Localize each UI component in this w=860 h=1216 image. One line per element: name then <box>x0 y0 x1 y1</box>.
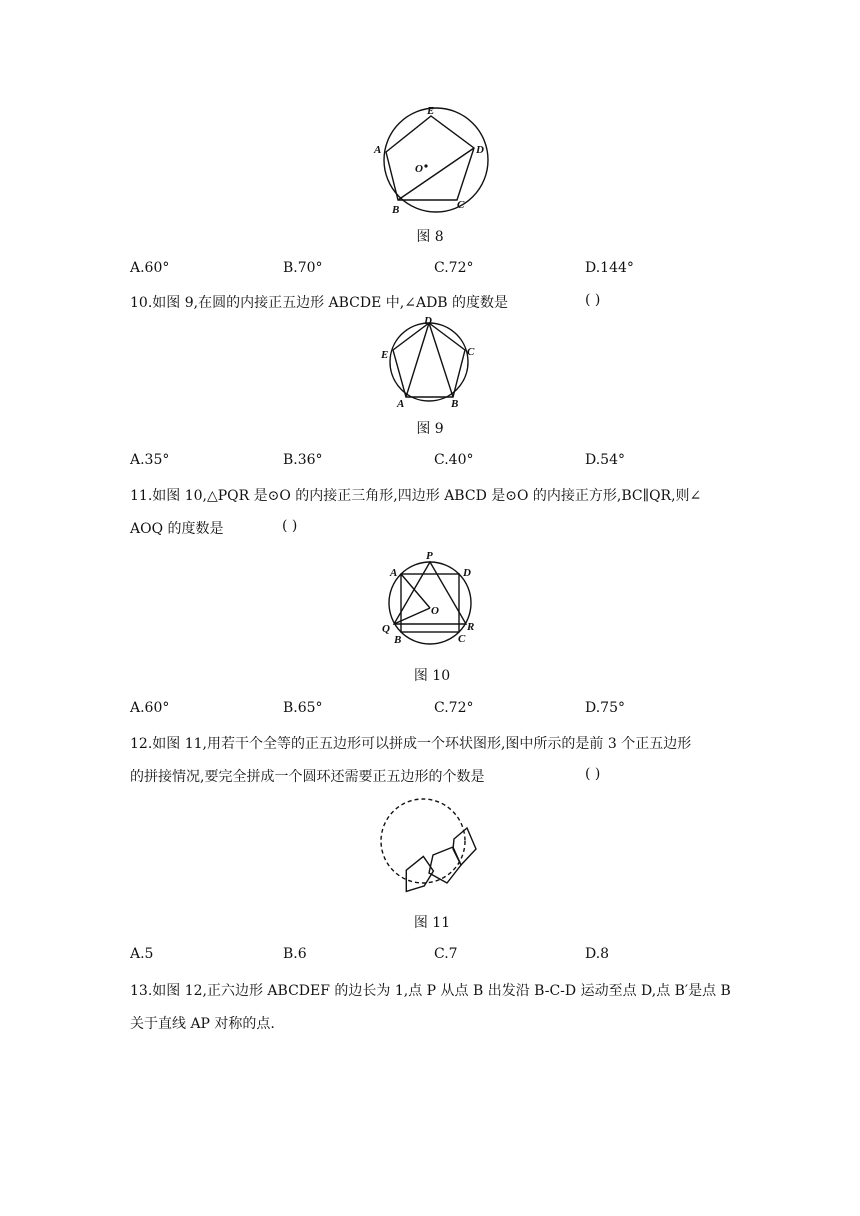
question-11-text-line1: 11.如图 10,△PQR 是⊙O 的内接正三角形,四边形 ABCD 是⊙O 的内接正方形,BC∥QR,则∠ <box>130 488 702 504</box>
question-11-answer-blank: ( ) <box>282 518 298 534</box>
segment-db <box>429 323 453 397</box>
pentagon-3 <box>453 828 476 865</box>
figure-9-caption: 图 9 <box>416 421 444 437</box>
option-d: D.54° <box>585 452 625 468</box>
question-13-text-line1: 13.如图 12,正六边形 ABCDEF 的边长为 1,点 P 从点 B 出发沿 B-C-D 运动至点 D,点 B′是点 B <box>130 983 731 999</box>
label-a: A <box>390 567 398 579</box>
segment-da <box>406 323 429 397</box>
option-c: C.72° <box>434 260 474 276</box>
question-12-text-line1: 12.如图 11,用若干个全等的正五边形可以拼成一个环状图形,图中所示的是前 3 个正五边形 <box>130 736 692 752</box>
figure-8-caption: 图 8 <box>416 229 444 245</box>
question-13-text-line2: 关于直线 AP 对称的点. <box>130 1016 275 1032</box>
option-c: C.72° <box>434 700 474 716</box>
option-b: B.70° <box>283 260 323 276</box>
option-a: A.60° <box>130 700 170 716</box>
pentagon-2 <box>429 847 461 883</box>
option-a: A.60° <box>130 260 170 276</box>
label-b: B <box>392 204 400 216</box>
option-a: A.35° <box>130 452 170 468</box>
label-c: C <box>467 346 475 358</box>
square-abcd <box>401 574 459 632</box>
segment-bd <box>398 148 474 200</box>
question-11-text-line2: AOQ 的度数是 <box>130 521 224 537</box>
option-b: B.36° <box>283 452 323 468</box>
label-c: C <box>457 199 465 211</box>
label-o: O <box>431 605 439 617</box>
dashed-ring <box>381 799 465 883</box>
figure-9 <box>376 312 486 412</box>
center-point <box>424 164 427 167</box>
option-b: B.65° <box>283 700 323 716</box>
option-c: C.7 <box>434 946 458 962</box>
label-o: O <box>415 163 423 175</box>
question-12-answer-blank: ( ) <box>585 766 601 782</box>
option-d: D.8 <box>585 946 610 962</box>
circumcircle <box>384 108 488 212</box>
label-r: R <box>467 621 475 633</box>
option-d: D.144° <box>585 260 634 276</box>
label-b: B <box>451 398 459 410</box>
label-a: A <box>374 144 382 156</box>
circumcircle <box>390 323 468 401</box>
label-b: B <box>394 634 402 646</box>
figure-11 <box>375 793 485 901</box>
label-d: D <box>424 315 432 327</box>
pentagon-abcde <box>393 323 465 397</box>
question-10-answer-blank: ( ) <box>585 292 601 308</box>
label-a: A <box>397 398 405 410</box>
question-12-text-line2: 的拼接情况,要完全拼成一个圆环还需要正五边形的个数是 <box>130 769 485 785</box>
label-e: E <box>381 349 389 361</box>
label-e: E <box>427 105 435 117</box>
figure-10 <box>378 548 488 648</box>
label-d: D <box>476 144 484 156</box>
label-q: Q <box>382 623 390 635</box>
option-a: A.5 <box>130 946 154 962</box>
option-d: D.75° <box>585 700 625 716</box>
segment-oa <box>401 574 430 608</box>
question-10-text: 10.如图 9,在圆的内接正五边形 ABCDE 中,∠ADB 的度数是 <box>130 295 509 311</box>
pentagon-abcde <box>386 116 474 200</box>
figure-11-caption: 图 11 <box>413 915 451 931</box>
label-c: C <box>458 633 466 645</box>
figure-10-caption: 图 10 <box>413 668 451 684</box>
option-c: C.40° <box>434 452 474 468</box>
label-d: D <box>463 567 471 579</box>
option-b: B.6 <box>283 946 307 962</box>
figure-8 <box>360 100 510 218</box>
label-p: P <box>426 550 433 562</box>
